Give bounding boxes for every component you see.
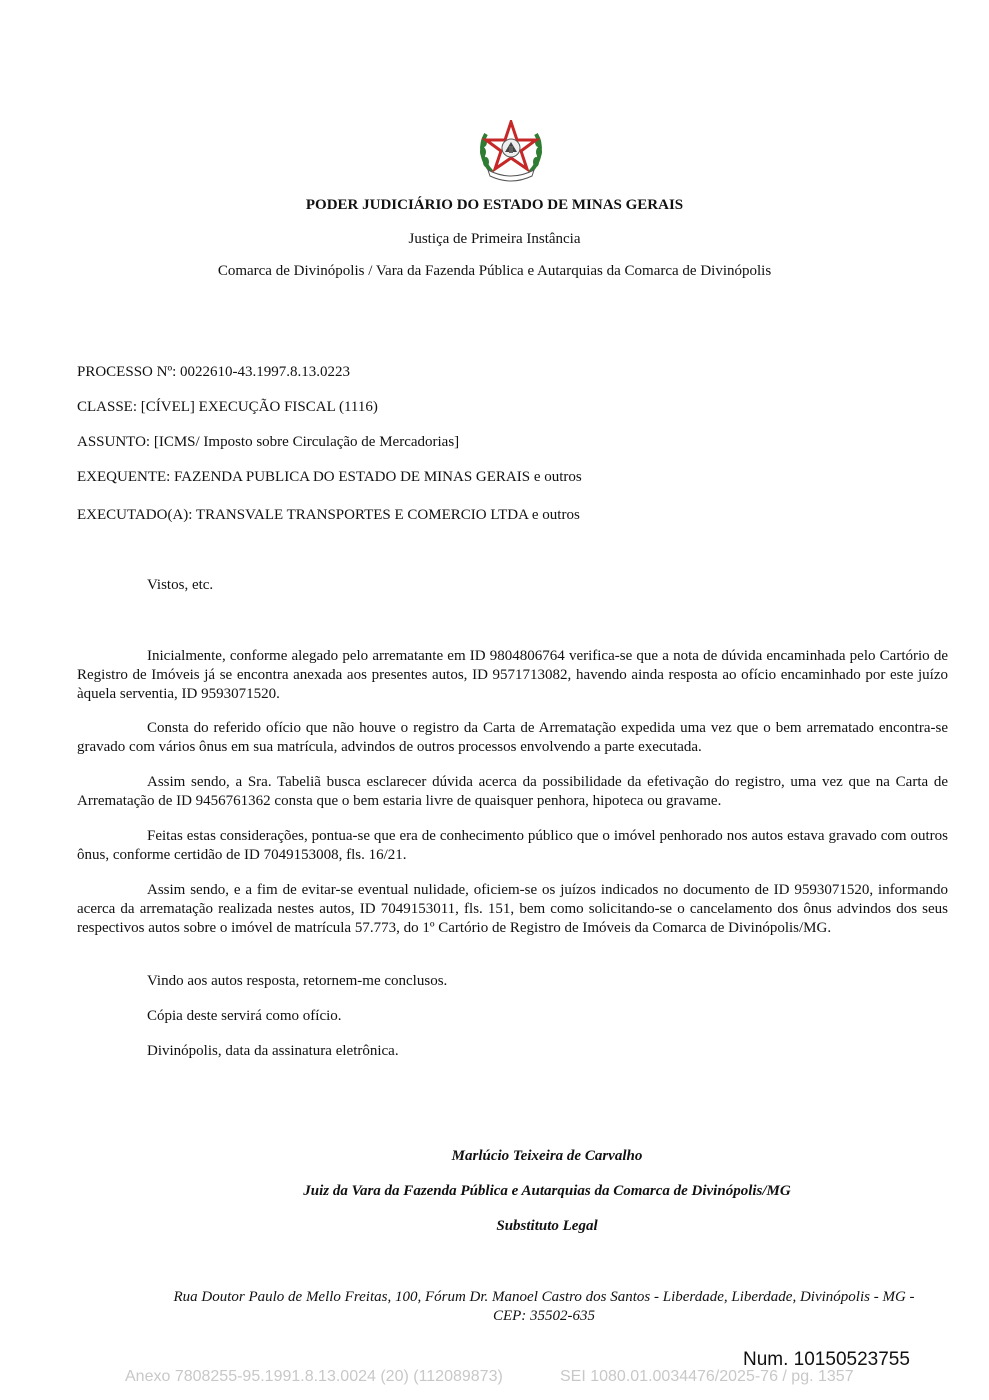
case-number: PROCESSO Nº: 0022610-43.1997.8.13.0223 [77, 364, 351, 380]
paragraph-1: Inicialmente, conforme alegado pelo arrematante em ID 9804806764 verifica-se que a nota de dúvida encaminhada pelo Cartório de Registro de Imóveis já se encontra anexada aos presentes autos, ID 9571713082, havendo ainda resposta ao ofício encaminhado por este juízo àquela serventia, ID 9593071520. [77, 648, 948, 702]
court-title: PODER JUDICIÁRIO DO ESTADO DE MINAS GERAIS [305, 197, 684, 213]
date-line: Divinópolis, data da assinatura eletrônica. [147, 1043, 399, 1059]
paragraph-7: Cópia deste servirá como ofício. [147, 1008, 342, 1024]
case-class: CLASSE: [CÍVEL] EXECUÇÃO FISCAL (1116) [77, 399, 378, 415]
paragraph-6: Vindo aos autos resposta, retornem-me conclusos. [147, 973, 448, 989]
court-comarca: Comarca de Divinópolis / Vara da Fazenda Pública e Autarquias da Comarca de Divinópolis [217, 263, 772, 279]
document-number: Num. 10150523755 [743, 1349, 910, 1370]
court-address [140, 1288, 948, 1326]
case-subject: ASSUNTO: [ICMS/ Imposto sobre Circulação de Mercadorias] [77, 434, 460, 450]
case-defendant: EXECUTADO(A): TRANSVALE TRANSPORTES E COMERCIO LTDA e outros [77, 507, 580, 523]
signer-role: Juiz da Vara da Fazenda Pública e Autarquias da Comarca de Divinópolis/MG [303, 1183, 791, 1199]
sei-reference: SEI 1080.01.0034476/2025-76 / pg. 1357 [560, 1368, 854, 1385]
annex-reference: Anexo 7808255-95.1991.8.13.0024 (20) (112089873) [125, 1368, 503, 1385]
signer-status: Substituto Legal [496, 1218, 598, 1234]
paragraph-3: Assim sendo, a Sra. Tabeliã busca esclarecer dúvida acerca da possibilidade da efetivação do registro, uma vez que na Carta de Arrematação de ID 9456761362 consta que o bem estaria livre de quaisquer penhora, hipoteca ou gravame. [77, 774, 948, 809]
paragraph-4: Feitas estas considerações, pontua-se que era de conhecimento público que o imóvel penhorado nos autos estava gravado com outros ônus, conforme certidão de ID 7049153008, fls. 16/21. [77, 828, 948, 863]
address-line-2: CEP: 35502-635 [492, 1308, 596, 1324]
paragraph-2: Consta do referido ofício que não houve o registro da Carta de Arrematação expedida uma vez que o bem arrematado encontra-se gravado com vários ônus em sua matrícula, advindos de outros processos envolvendo a parte executada. [77, 720, 948, 755]
signer-name: Marlúcio Teixeira de Carvalho [451, 1148, 643, 1164]
case-plaintiff: EXEQUENTE: FAZENDA PUBLICA DO ESTADO DE MINAS GERAIS e outros [77, 469, 582, 485]
greeting: Vistos, etc. [147, 577, 214, 593]
address-line-1: Rua Doutor Paulo de Mello Freitas, 100, Fórum Dr. Manoel Castro dos Santos - Liberdade, Liberdade, Divinópolis - MG - [173, 1289, 915, 1305]
paragraph-5: Assim sendo, e a fim de evitar-se eventual nulidade, oficiem-se os juízos indicados no documento de ID 9593071520, informando acerca da arrematação realizada nestes autos, ID 7049153011, fls. 151, bem como solicitando-se o cancelamento dos ônus advindos dos seus respectivos autos sobre o imóvel de matrícula 57.773, do 1º Cartório de Registro de Imóveis da Comarca de Divinópolis/MG. [77, 882, 948, 936]
coat-of-arms-icon [478, 120, 544, 182]
court-instance: Justiça de Primeira Instância [408, 231, 581, 247]
